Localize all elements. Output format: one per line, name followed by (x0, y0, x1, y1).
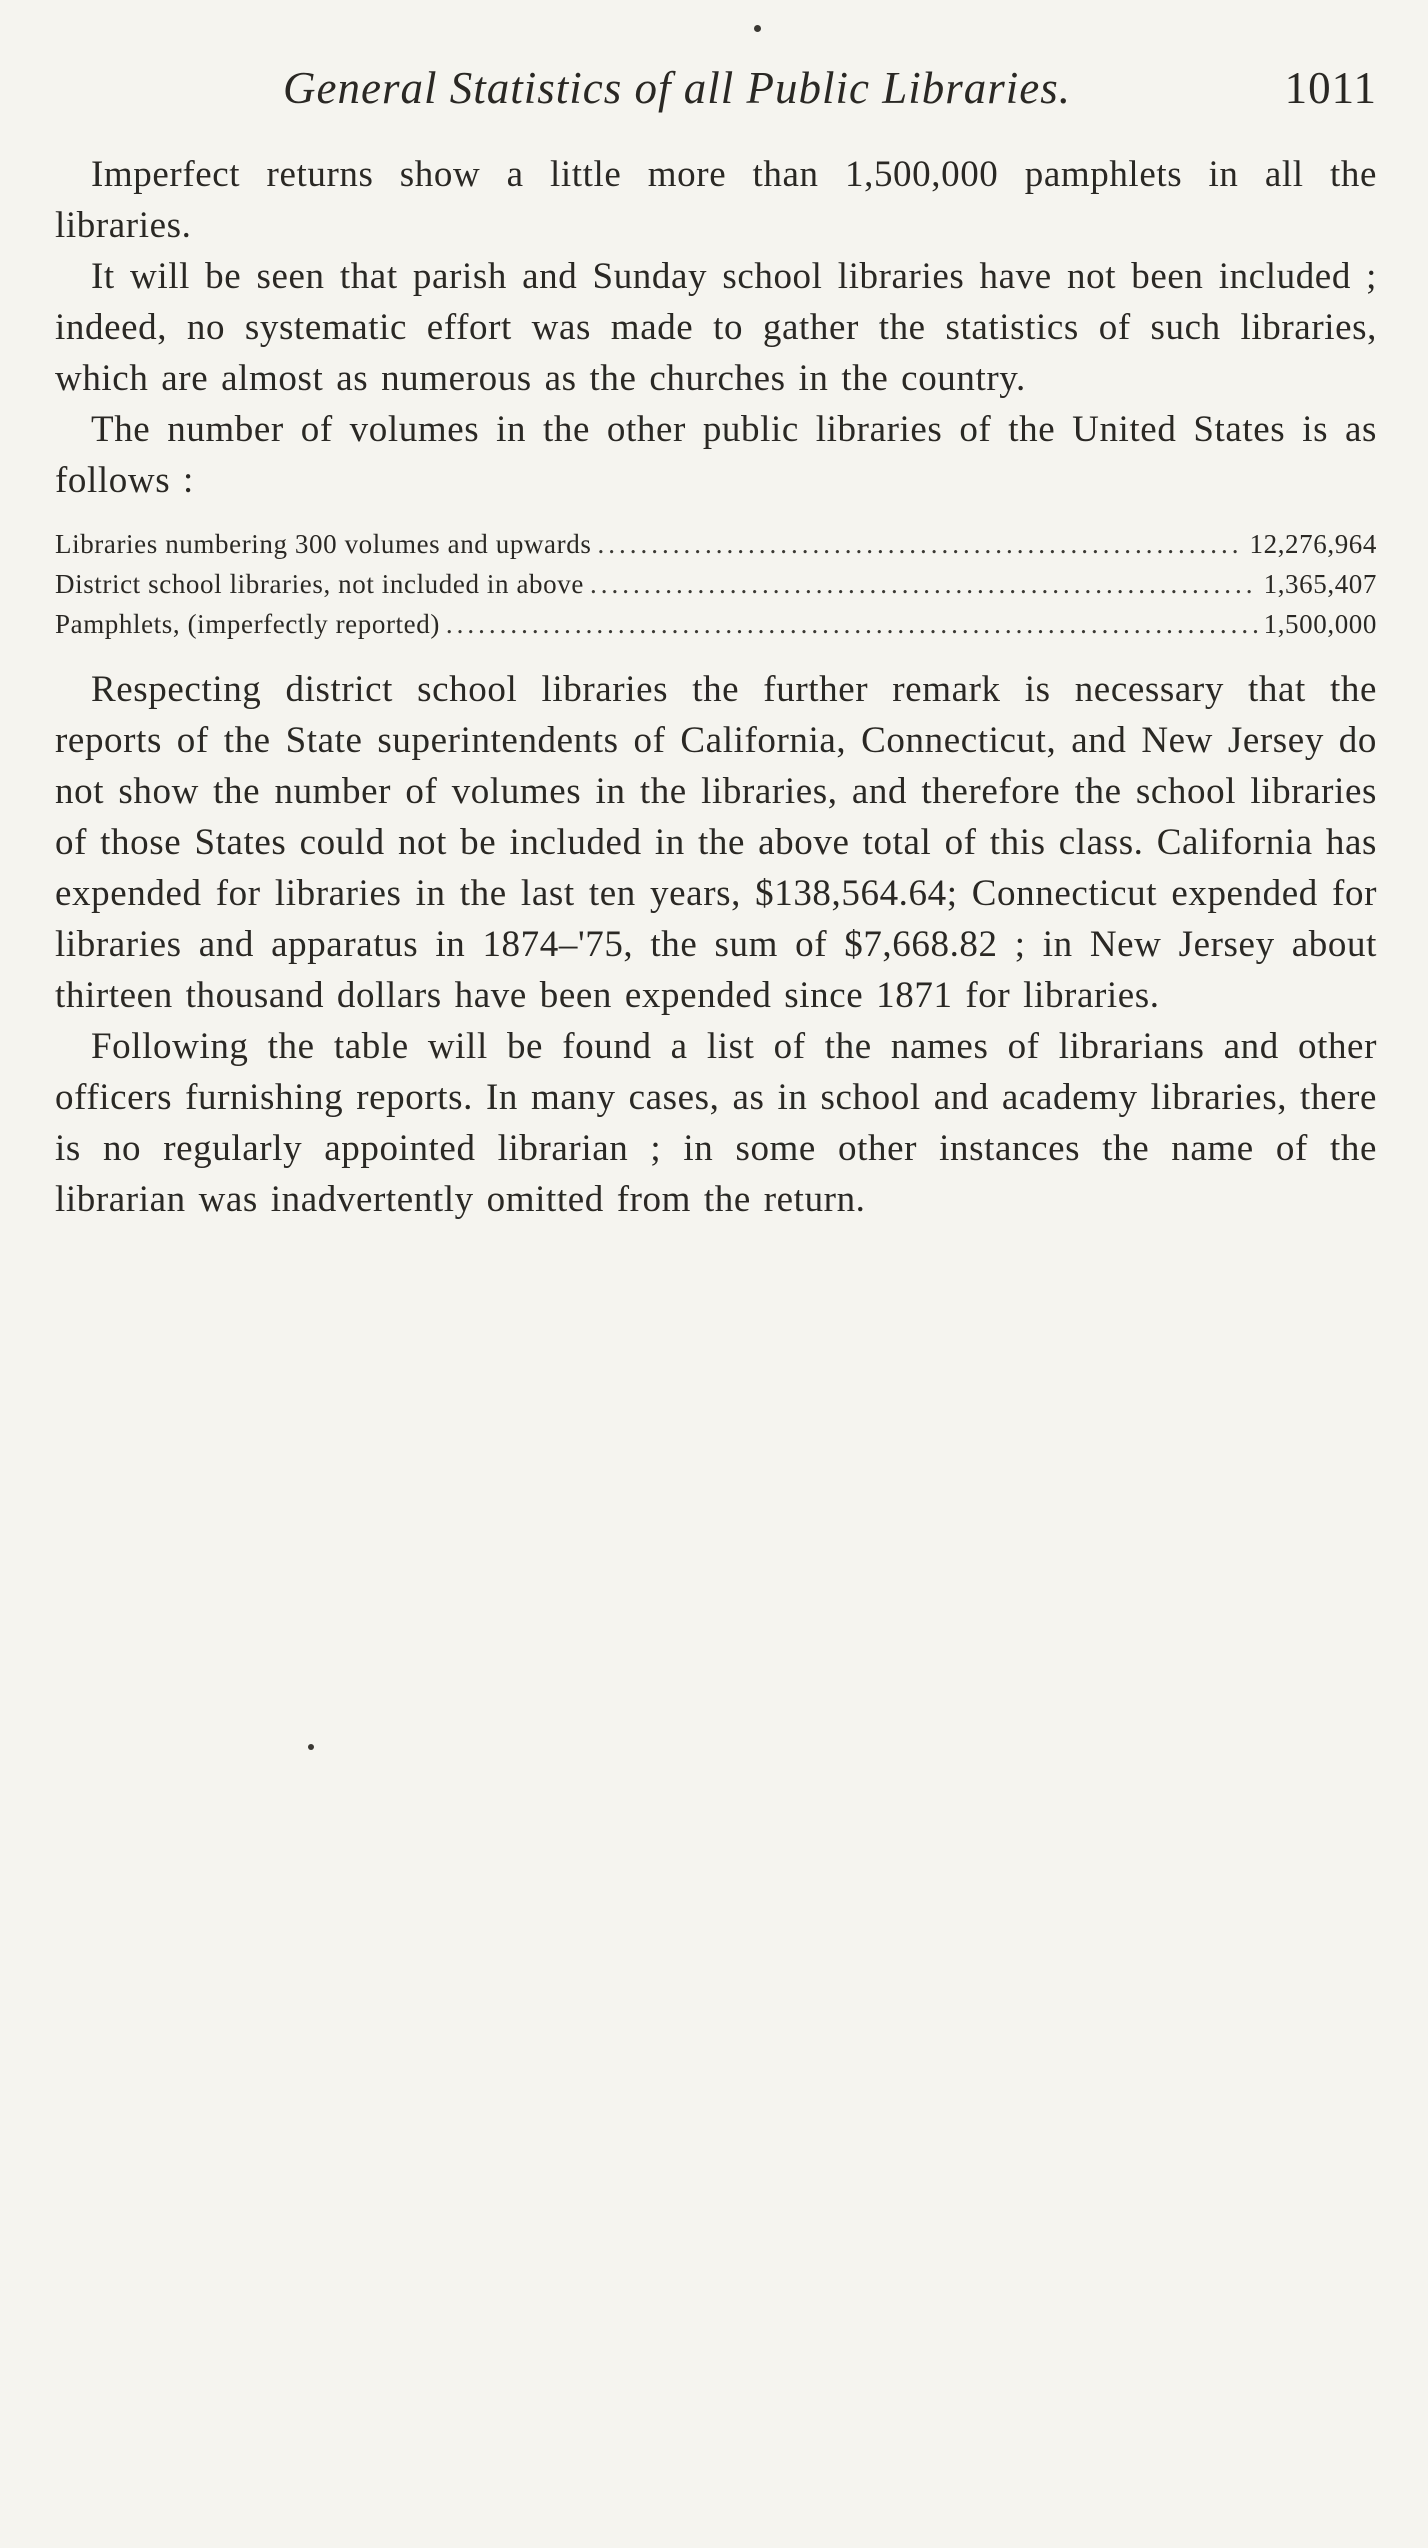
paragraph-volumes-intro: The number of volumes in the other public libraries of the United States is as follows : (55, 409, 1377, 501)
body-text (55, 149, 1377, 1225)
paragraph-sunday-schools: It will be seen that parish and Sunday school libraries have not been included ; indeed, no systematic effort was made to gather the statistics of such libraries, which are almost as numerous as the churches in the country. (55, 256, 1377, 399)
page-number: 1011 (1284, 63, 1377, 113)
table-row-value: 1,500,000 (1263, 609, 1377, 639)
table-row (55, 564, 1377, 604)
table-row-label: District school libraries, not included in above (55, 569, 584, 599)
table-row-value: 1,365,407 (1263, 569, 1377, 599)
paragraph-librarians: Following the table will be found a list of the names of librarians and other officers furnishing reports. In many cases, as in school and academy libraries, there is no regularly appointed librarian ; in some other instances the name of the librarian was inadvertently omitted from the return. (55, 1026, 1377, 1220)
page-header (55, 62, 1377, 122)
table-row (55, 524, 1377, 564)
volumes-table (55, 524, 1377, 644)
table-row (55, 604, 1377, 644)
table-row-label: Pamphlets, (imperfectly reported) (55, 609, 440, 639)
dot-leader (590, 564, 1258, 604)
dot-leader (446, 604, 1258, 644)
table-row-value: 12,276,964 (1249, 529, 1377, 559)
dot-leader (597, 524, 1243, 564)
running-title: General Statistics of all Public Libraries. (283, 63, 1071, 113)
paragraph-pamphlets: Imperfect returns show a little more than 1,500,000 pamphlets in all the libraries. (55, 154, 1377, 246)
table-row-label: Libraries numbering 300 volumes and upwards (55, 529, 592, 559)
document-page (55, 0, 1377, 2548)
paragraph-district-schools: Respecting district school libraries the further remark is necessary that the reports of the State superintendents of California, Connecticut, and New Jersey do not show the number of volumes in the libraries, and therefore the school libraries of those States could not be included in the above total of this class. California has expended for libraries in the last ten years, $138,564.64; Connecticut expended for libraries and apparatus in 1874–'75, the sum of $7,668.82 ; in New Jersey about thirteen thousand dollars have been expended since 1871 for libraries. (55, 669, 1377, 1016)
